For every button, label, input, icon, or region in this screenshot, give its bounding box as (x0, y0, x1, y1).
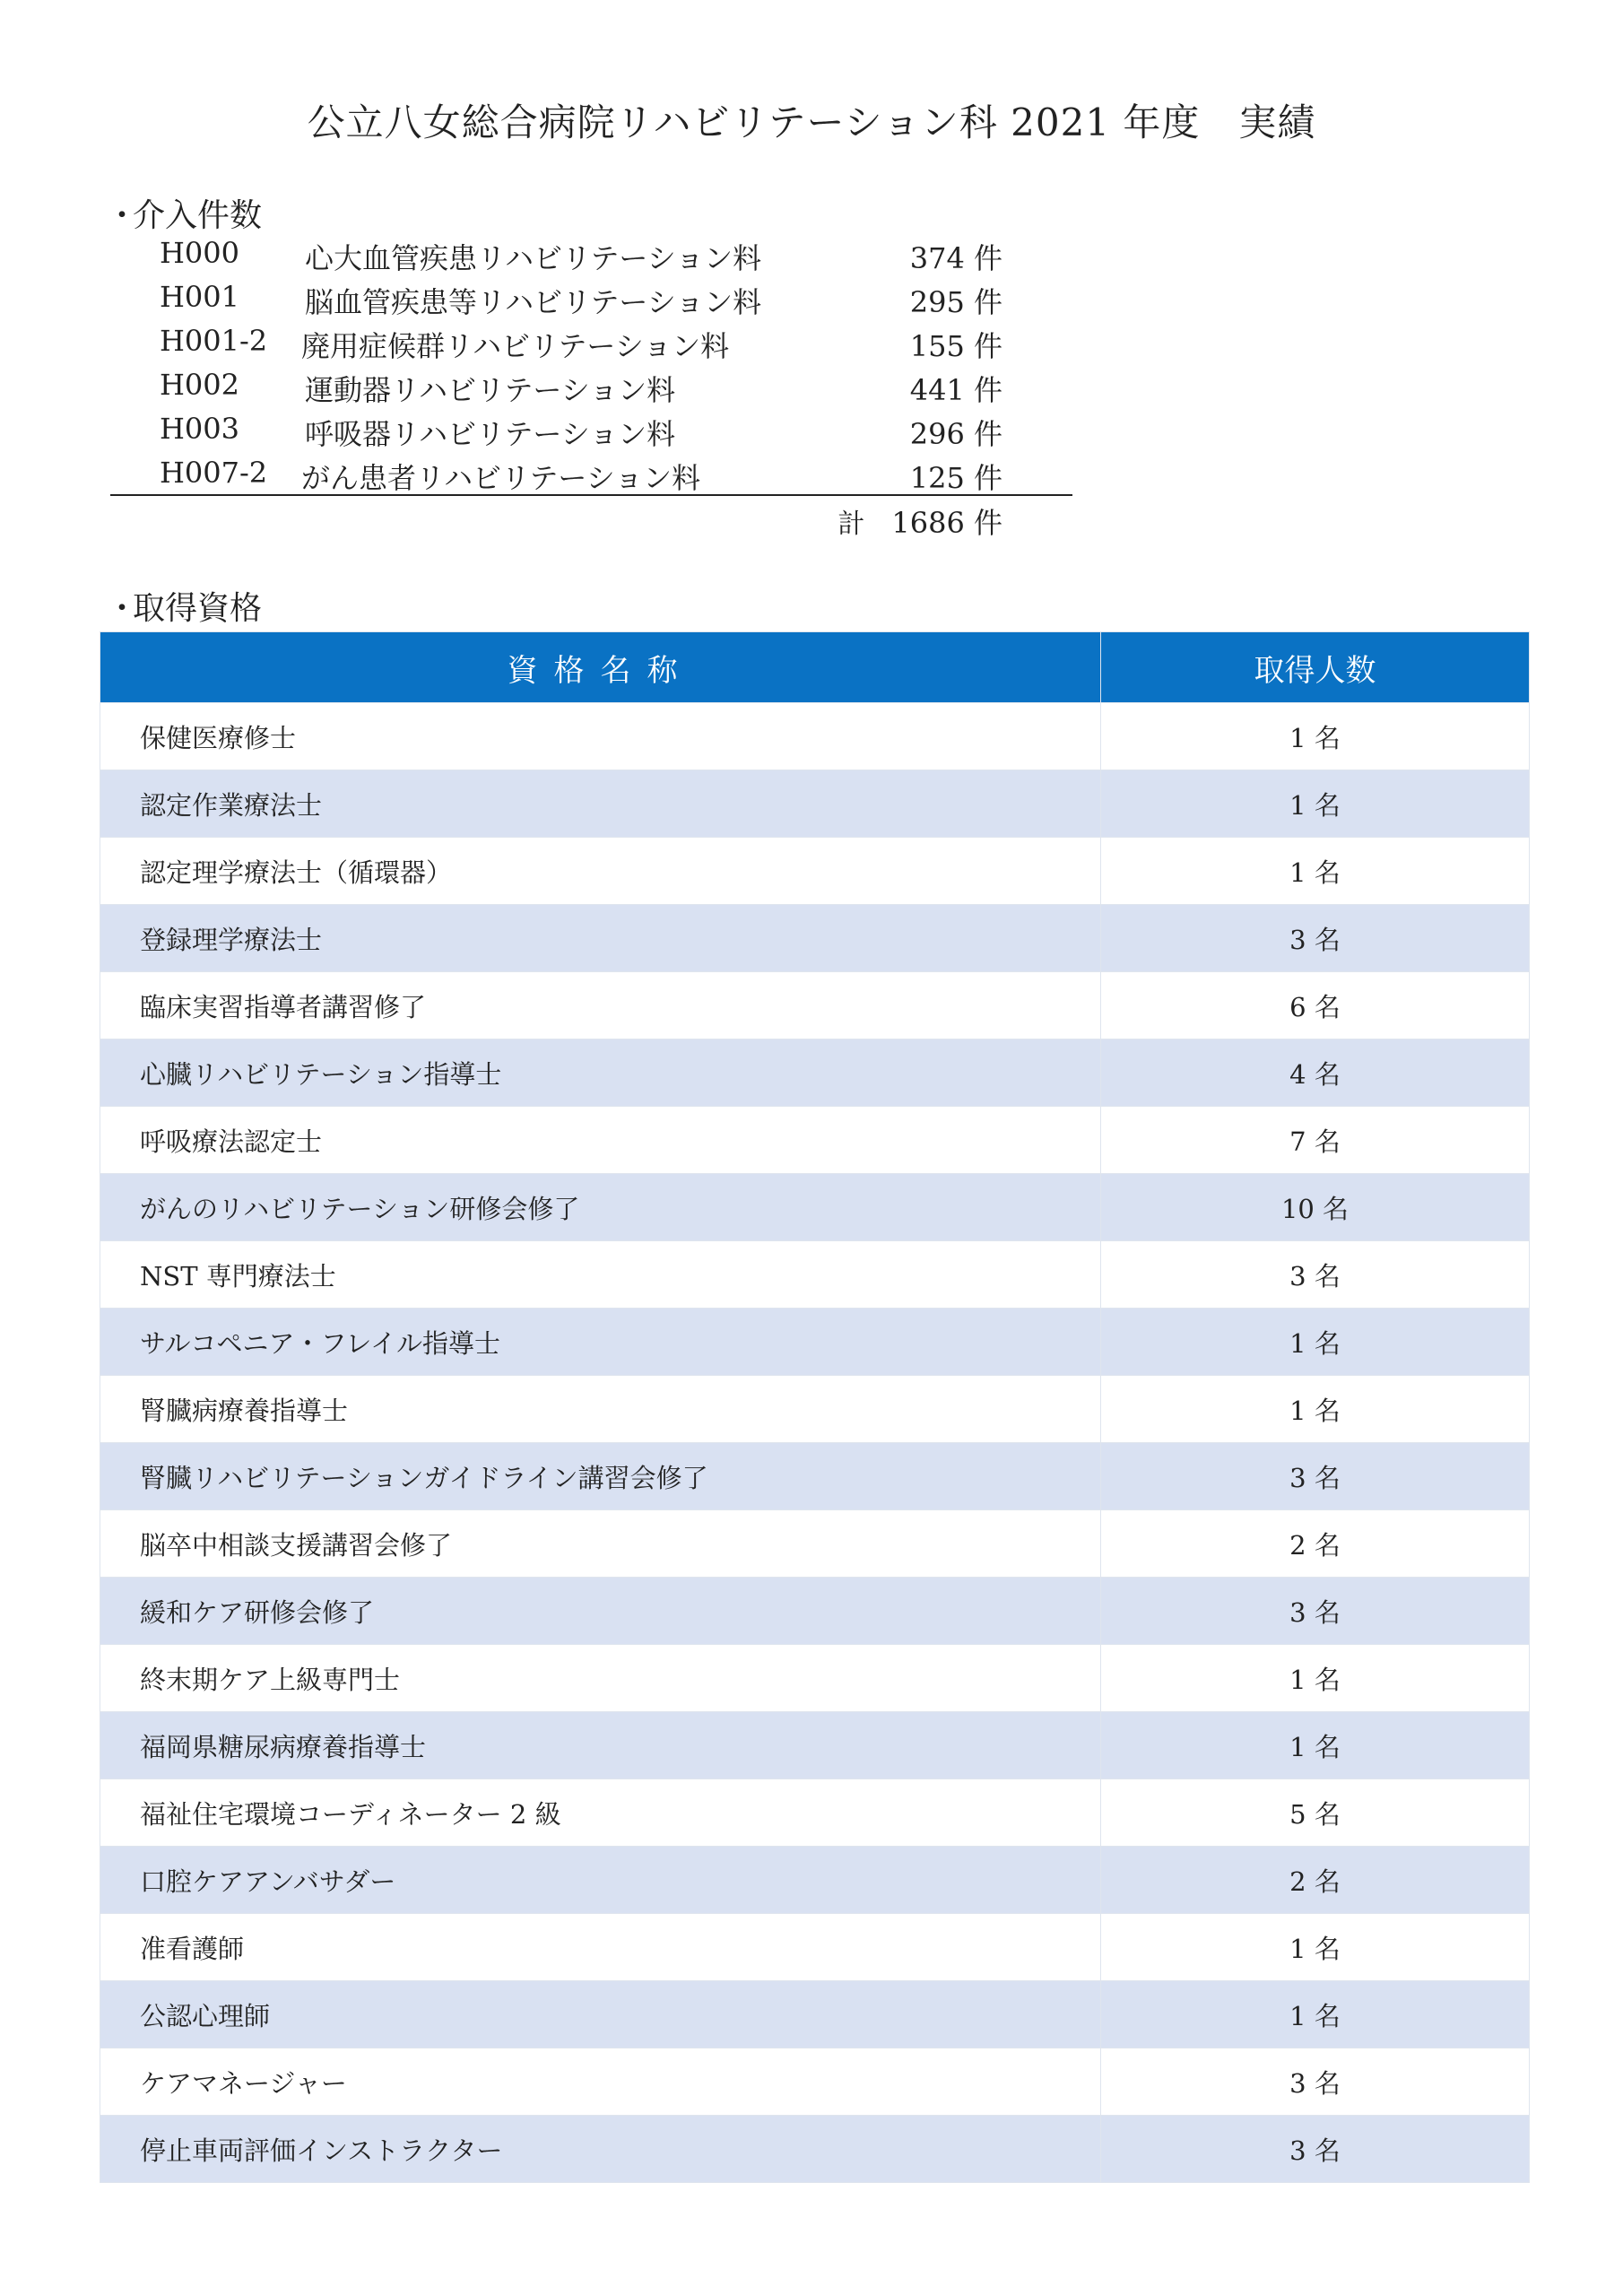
intervention-count: 441 件 (909, 373, 1002, 407)
interventions-total (807, 500, 1002, 542)
qualification-count: 1 名 (1101, 1914, 1530, 1981)
table-row (100, 2048, 1530, 2116)
qualification-name: 腎臓病療養指導士 (100, 1376, 1101, 1443)
table-row (100, 905, 1530, 972)
total-divider (110, 494, 1072, 496)
qualification-name: 福祉住宅環境コーディネーター 2 級 (100, 1779, 1101, 1847)
intervention-code: H000 (160, 236, 239, 270)
table-row (100, 1510, 1530, 1578)
intervention-count: 374 件 (909, 241, 1002, 275)
intervention-row (0, 324, 1076, 368)
table-row (100, 1847, 1530, 1914)
qualification-count: 1 名 (1101, 1981, 1530, 2048)
intervention-count: 125 件 (909, 461, 1002, 495)
intervention-name: 脳血管疾患等リハビリテーション料 (305, 285, 762, 319)
qualification-count: 3 名 (1101, 2048, 1530, 2116)
intervention-code: H001 (160, 280, 239, 314)
qualification-name: 緩和ケア研修会修了 (100, 1578, 1101, 1645)
intervention-row (0, 412, 1076, 456)
table-row (100, 1309, 1530, 1376)
qualification-name: 停止車両評価インストラクター (100, 2116, 1101, 2183)
intervention-code: H007-2 (160, 456, 268, 490)
qualifications-heading-label: 取得資格 (133, 590, 263, 627)
total-value: 1686 件 (891, 506, 1002, 540)
qualification-count: 1 名 (1101, 1712, 1530, 1779)
table-row (100, 972, 1530, 1039)
qualification-count: 7 名 (1101, 1107, 1530, 1174)
table-row (100, 1981, 1530, 2048)
intervention-row (0, 368, 1076, 412)
qualification-count: 3 名 (1101, 1241, 1530, 1309)
qualification-name: 公認心理師 (100, 1981, 1101, 2048)
intervention-row (0, 456, 1076, 500)
qualification-name: 心臓リハビリテーション指導士 (100, 1039, 1101, 1107)
table-row (100, 1443, 1530, 1510)
page-title: 公立八女総合病院リハビリテーション科 2021 年度 実績 (307, 100, 1316, 144)
qualification-count: 1 名 (1101, 770, 1530, 838)
table-row (100, 1645, 1530, 1712)
qualification-name: 臨床実習指導者講習修了 (100, 972, 1101, 1039)
intervention-name: 心大血管疾患リハビリテーション料 (305, 241, 762, 275)
qualification-name: 福岡県糖尿病療養指導士 (100, 1712, 1101, 1779)
column-header-count: 取得人数 (1101, 632, 1530, 703)
table-row (100, 838, 1530, 905)
qualification-name: 口腔ケアアンバサダー (100, 1847, 1101, 1914)
table-row (100, 1914, 1530, 1981)
intervention-count: 295 件 (909, 285, 1002, 319)
table-row (100, 1578, 1530, 1645)
table-row (100, 1174, 1530, 1241)
table-row (100, 770, 1530, 838)
qualification-count: 3 名 (1101, 905, 1530, 972)
qualification-count: 1 名 (1101, 838, 1530, 905)
table-row (100, 1241, 1530, 1309)
qualifications-table (100, 631, 1530, 2183)
qualification-name: 准看護師 (100, 1914, 1101, 1981)
qualification-count: 4 名 (1101, 1039, 1530, 1107)
table-row (100, 1039, 1530, 1107)
qualification-name: 保健医療修士 (100, 703, 1101, 770)
table-row (100, 1712, 1530, 1779)
intervention-code: H001-2 (160, 324, 268, 358)
intervention-count: 296 件 (909, 417, 1002, 451)
bullet: ・ (106, 590, 139, 627)
table-header-row (100, 632, 1530, 703)
intervention-code: H003 (160, 412, 239, 446)
qualification-name: 腎臓リハビリテーションガイドライン講習会修了 (100, 1443, 1101, 1510)
qualification-count: 1 名 (1101, 1309, 1530, 1376)
qualification-count: 3 名 (1101, 2116, 1530, 2183)
intervention-row (0, 236, 1076, 280)
qualification-count: 1 名 (1101, 1376, 1530, 1443)
interventions-heading (106, 190, 262, 236)
qualification-name: 終末期ケア上級専門士 (100, 1645, 1101, 1712)
intervention-count: 155 件 (909, 329, 1002, 363)
qualification-name: サルコペニア・フレイル指導士 (100, 1309, 1101, 1376)
qualification-count: 3 名 (1101, 1578, 1530, 1645)
qualification-name: NST 専門療法士 (100, 1241, 1101, 1309)
qualification-count: 2 名 (1101, 1847, 1530, 1914)
qualification-name: がんのリハビリテーション研修会修了 (100, 1174, 1101, 1241)
table-row (100, 1376, 1530, 1443)
intervention-name: 運動器リハビリテーション料 (305, 373, 676, 407)
qualification-name: 脳卒中相談支援講習会修了 (100, 1510, 1101, 1578)
table-row (100, 703, 1530, 770)
intervention-row (0, 280, 1076, 324)
interventions-heading-label: 介入件数 (133, 197, 263, 234)
qualification-count: 3 名 (1101, 1443, 1530, 1510)
qualification-name: 認定理学療法士（循環器） (100, 838, 1101, 905)
qualification-count: 1 名 (1101, 1645, 1530, 1712)
qualifications-table-body (100, 703, 1530, 2183)
intervention-code: H002 (160, 368, 239, 402)
qualification-count: 6 名 (1101, 972, 1530, 1039)
qualification-count: 5 名 (1101, 1779, 1530, 1847)
table-row (100, 1107, 1530, 1174)
qualification-name: ケアマネージャー (100, 2048, 1101, 2116)
qualification-name: 登録理学療法士 (100, 905, 1101, 972)
intervention-name: 呼吸器リハビリテーション料 (305, 417, 676, 451)
table-row (100, 1779, 1530, 1847)
bullet: ・ (106, 197, 139, 234)
total-label: 計 (838, 509, 865, 540)
column-header-name: 資格名称 (100, 632, 1101, 703)
qualifications-heading (106, 583, 262, 629)
qualification-name: 認定作業療法士 (100, 770, 1101, 838)
qualification-count: 1 名 (1101, 703, 1530, 770)
qualification-name: 呼吸療法認定士 (100, 1107, 1101, 1174)
qualification-count: 2 名 (1101, 1510, 1530, 1578)
intervention-name: 廃用症候群リハビリテーション料 (301, 329, 730, 363)
qualification-count: 10 名 (1101, 1174, 1530, 1241)
intervention-name: がん患者リハビリテーション料 (301, 461, 701, 495)
table-row (100, 2116, 1530, 2183)
